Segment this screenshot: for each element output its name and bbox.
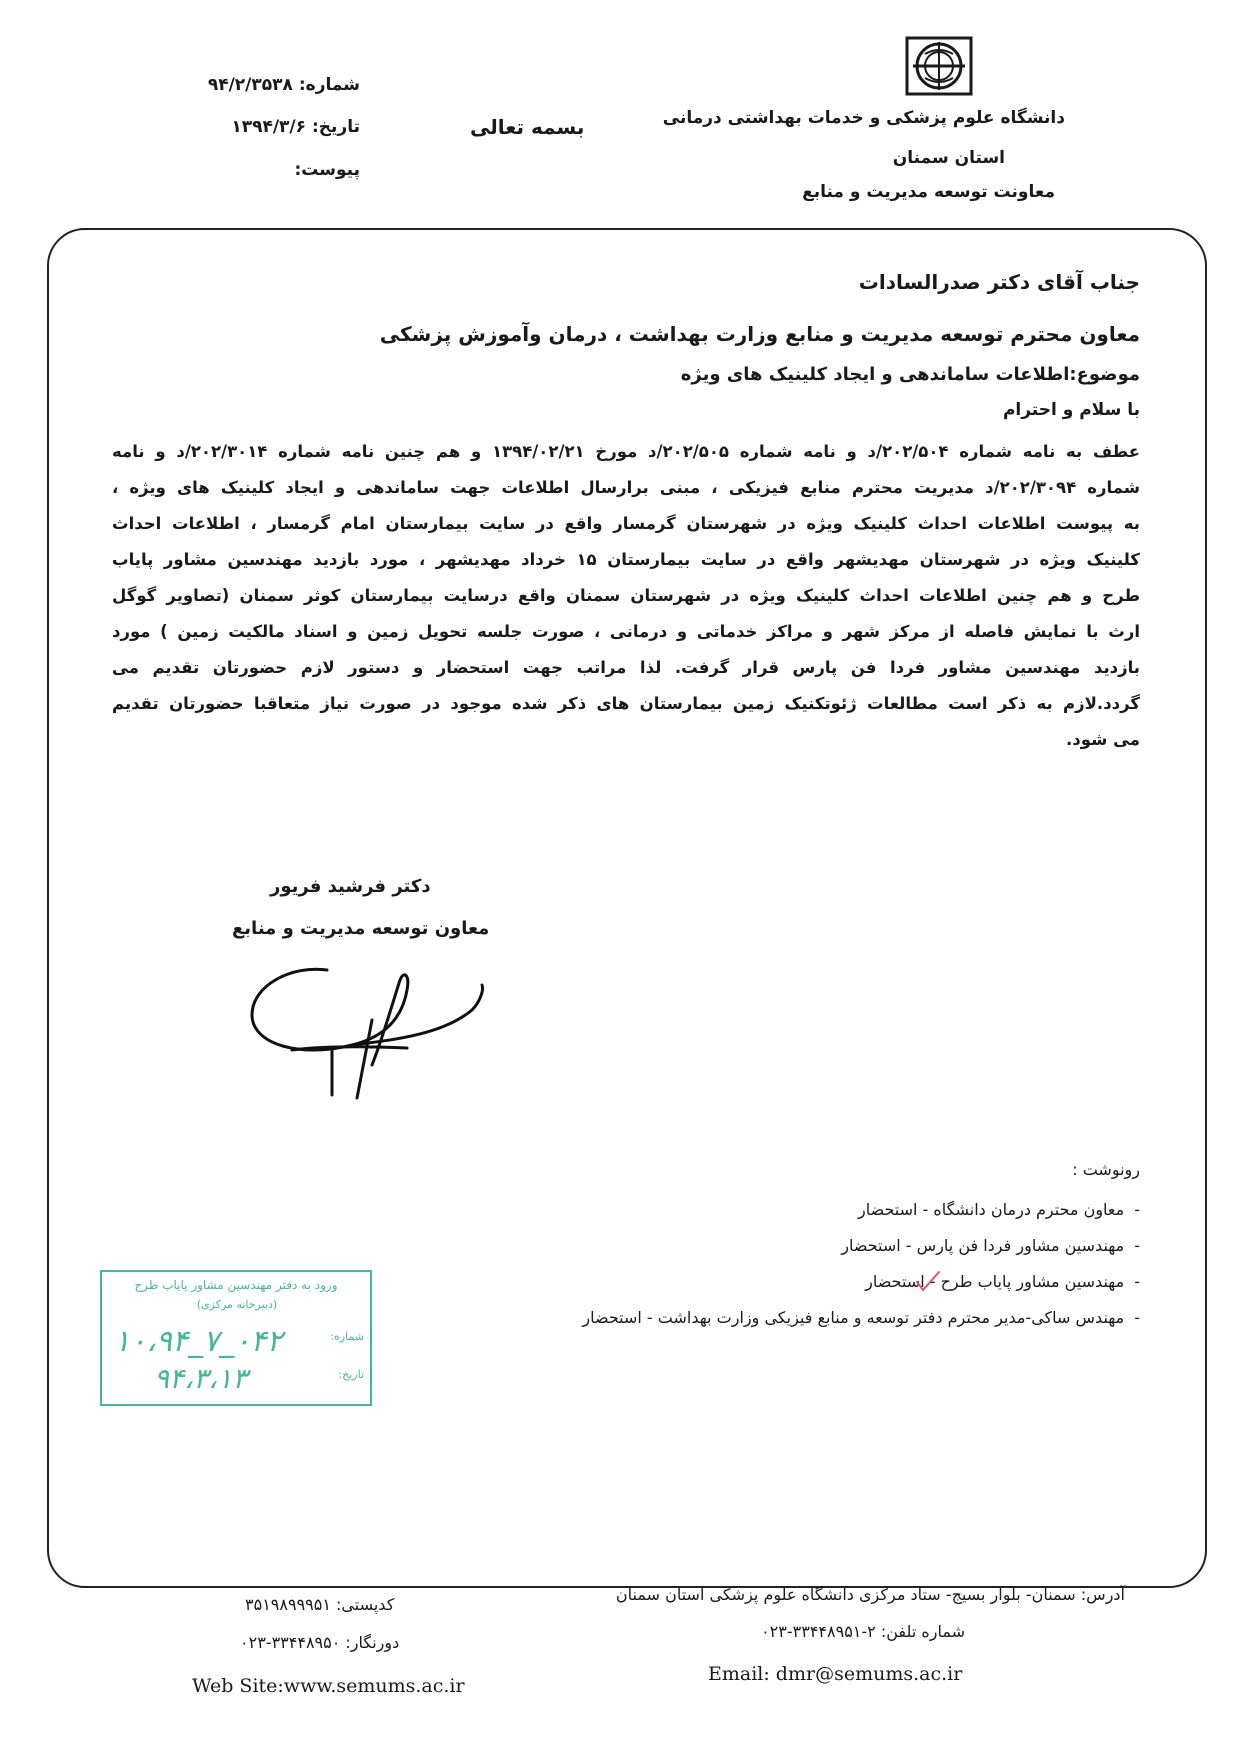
recipient-title: معاون محترم توسعه مدیریت و منابع وزارت بهداشت ، درمان وآموزش پزشکی: [379, 322, 1140, 346]
body-line: ارث با نمایش فاصله از مرکز شهر و مراکز خدماتی و درمانی ، صورت جلسه تحویل زمین و اسناد مالکیت زمین ) مورد: [112, 622, 1140, 641]
letter-number-label: شماره:: [298, 75, 360, 95]
body-line: طرح و هم چنین اطلاعات احداث کلینیک ویژه در شهرستان سمنان واقع درسایت بیمارستان کوثر سمنان (تصاویر گوگل: [112, 586, 1140, 605]
cc-item-text: مهندس ساکی-مدیر محترم دفتر توسعه و منابع فیزیکی وزارت بهداشت - استحضار: [582, 1308, 1125, 1327]
body-line: گردد.لازم به ذکر است مطالعات ژئوتکنیک زمین بیمارستان های ذکر شده موجود در صورت نیاز متعاقبا حضورتان تقدیم: [112, 694, 1140, 713]
stamp-date-label: تاریخ:: [338, 1368, 364, 1381]
letter-date-value: ۱۳۹۴/۳/۶: [231, 117, 306, 137]
letter-date: [170, 117, 360, 137]
body-line: عطف به نامه شماره ۲۰۲/۵۰۴/د و نامه شماره ۲۰۲/۵۰۵/د مورخ ۱۳۹۴/۰۲/۲۱ و هم چنین نامه شماره ۲۰۲/۳۰۱۴/د و نامه: [112, 442, 1140, 461]
footer-phone: شماره تلفن: ۲-۳۳۴۴۸۹۵۱-۰۲۳: [761, 1622, 965, 1641]
stamp-number-label: شماره:: [330, 1330, 364, 1343]
footer-email: Email: dmr@semums.ac.ir: [708, 1663, 963, 1685]
letter-body: [112, 434, 1140, 758]
received-stamp: [100, 1270, 372, 1406]
subject-text: اطلاعات ساماندهی و ایجاد کلینیک های ویژه: [680, 364, 1070, 385]
cc-item: -مهندس ساکی-مدیر محترم دفتر توسعه و منابع فیزیکی وزارت بهداشت - استحضار: [582, 1308, 1140, 1327]
letter-number-value: ۹۴/۲/۳۵۳۸: [207, 75, 293, 95]
handwritten-signature: [232, 950, 492, 1100]
signer-name: دکتر فرشید فریور: [270, 876, 431, 897]
footer-website: Web Site:www.semums.ac.ir: [192, 1675, 465, 1697]
footer-fax: دورنگار: ۳۳۴۴۸۹۵۰-۰۲۳: [240, 1633, 400, 1652]
stamp-date: ۹۴،۳،۱۳: [154, 1362, 248, 1395]
cc-item: -مهندسین مشاور فردا فن پارس - استحضار: [841, 1236, 1140, 1255]
letter-attachment: [170, 160, 360, 180]
cc-item: -مهندسین مشاور پایاب طرح - استحضار: [865, 1272, 1140, 1291]
stamp-title: ورود به دفتر مهندسین مشاور پایاب طرح: [134, 1278, 338, 1292]
stamp-subtitle: (دبیرخانه مرکزی): [196, 1298, 278, 1311]
greeting: با سلام و احترام: [1002, 400, 1140, 420]
body-line: بازدید مهندسین مشاور فردا فن پارس قرار گرفت. لذا مراتب جهت استحضار و دستور لازم حضورتان تقدیم می: [112, 658, 1140, 677]
province-name: استان سمنان: [892, 148, 1005, 168]
cc-item-text: مهندسین مشاور پایاب طرح - استحضار: [865, 1272, 1125, 1291]
cc-heading: رونوشت :: [1072, 1160, 1140, 1179]
department-name: معاونت توسعه مدیریت و منابع: [802, 182, 1055, 202]
cc-item-text: مهندسین مشاور فردا فن پارس - استحضار: [841, 1236, 1125, 1255]
university-name: دانشگاه علوم پزشکی و خدمات بهداشتی درمانی: [662, 108, 1065, 128]
subject-label: موضوع:: [1069, 364, 1140, 385]
body-line: شماره ۲۰۲/۳۰۹۴/د مدیریت محترم منابع فیزیکی ، مبنی برارسال اطلاعات جهت ساماندهی و ایجاد کلینیک های ویژه ،: [112, 478, 1140, 497]
letter-attachment-label: پیوست:: [294, 160, 360, 180]
body-line: به پیوست اطلاعات احداث کلینیک ویژه در شهرستان گرمسار واقع در سایت بیمارستان امام گرمسار ، اطلاعات احداث: [112, 514, 1140, 533]
stamp-number: ۱۰،۹۴_۷_۰۴۲: [114, 1324, 283, 1359]
bismillah-heading: بسمه تعالی: [470, 115, 585, 139]
university-emblem-icon: [905, 36, 973, 96]
signer-title: معاون توسعه مدیریت و منابع: [232, 918, 490, 939]
cc-item-text: معاون محترم درمان دانشگاه - استحضار: [857, 1200, 1125, 1219]
cc-item: -معاون محترم درمان دانشگاه - استحضار: [857, 1200, 1140, 1219]
subject-line: [681, 364, 1140, 385]
salutation: جناب آقای دکتر صدرالسادات: [858, 270, 1140, 294]
body-line: کلینیک ویژه در شهرستان مهدیشهر واقع در سایت بیمارستان ۱۵ خرداد مهدیشهر ، مورد بازدید مهندسین مشاور پایاب: [112, 550, 1140, 569]
letter-number: [170, 75, 360, 95]
letter-date-label: تاریخ:: [312, 117, 360, 137]
footer-postal-code: کدپستی: ۳۵۱۹۸۹۹۹۵۱: [245, 1595, 395, 1614]
body-line: می شود.: [1066, 730, 1140, 749]
checkmark-icon: [915, 1270, 941, 1292]
footer-address: آدرس: سمنان- بلوار بسیج- ستاد مرکزی دانشگاه علوم پزشکی استان سمنان: [615, 1585, 1125, 1604]
